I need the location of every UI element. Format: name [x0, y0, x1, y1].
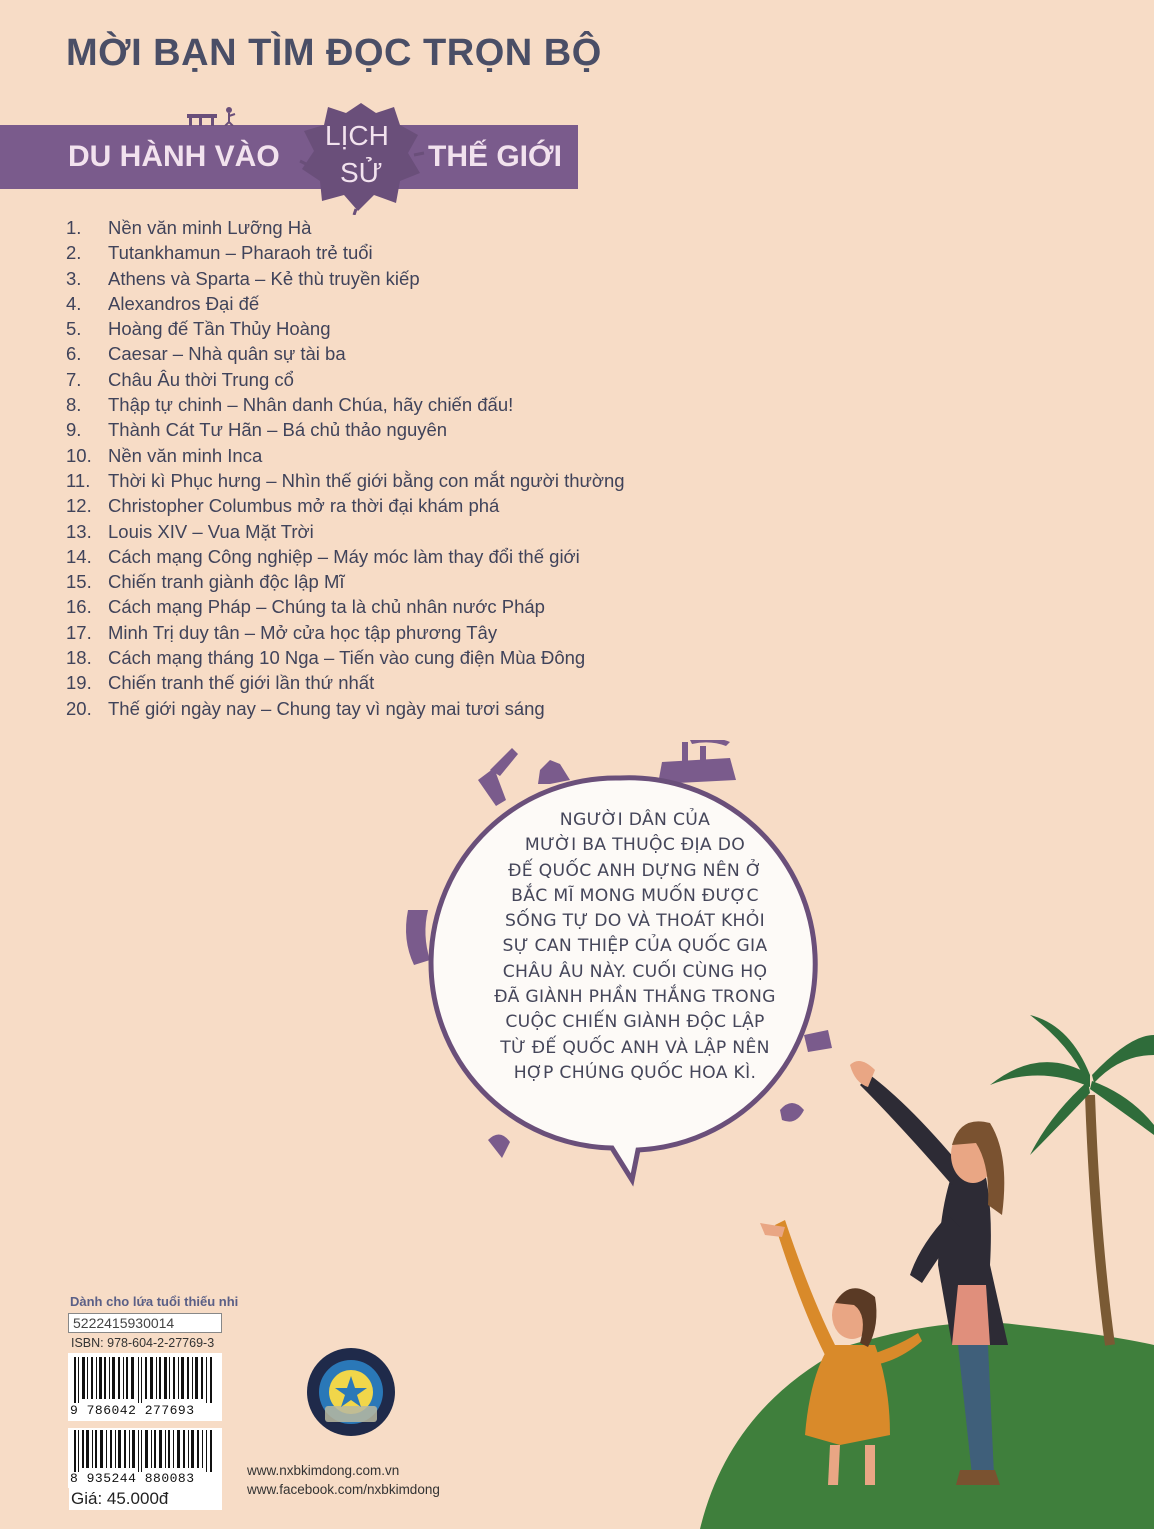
book-item: 6. Caesar – Nhà quân sự tài ba [66, 343, 346, 365]
monument-icon [185, 100, 245, 126]
banner-text-left: DU HÀNH VÀO [68, 140, 280, 173]
isbn-text: ISBN: 978-604-2-27769-3 [71, 1336, 215, 1350]
book-item: 19. Chiến tranh thế giới lần thứ nhất [66, 672, 375, 694]
book-item: 4. Alexandros Đại đế [66, 292, 260, 314]
product-barcode [68, 1428, 222, 1488]
book-item: 5. Hoàng đế Tần Thủy Hoàng [66, 318, 331, 340]
book-item: 9. Thành Cát Tư Hãn – Bá chủ thảo nguyên [66, 419, 448, 441]
book-item: 7. Châu Âu thời Trung cổ [66, 368, 294, 390]
book-list [66, 215, 625, 721]
book-item: 1. Nền văn minh Lưỡng Hà [66, 217, 312, 238]
book-item: 3. Athens và Sparta – Kẻ thù truyền kiếp [66, 267, 420, 289]
facebook-link[interactable]: www.facebook.com/nxbkimdong [247, 1482, 440, 1497]
isbn-barcode [68, 1353, 222, 1421]
book-item: 20. Thế giới ngày nay – Chung tay vì ngày mai tươi sáng [66, 697, 545, 719]
barcode-bars-icon [68, 1353, 222, 1405]
banner-text-right: THẾ GIỚI [428, 140, 562, 173]
book-item: 14. Cách mạng Công nghiệp – Máy móc làm thay đổi thế giới [66, 545, 580, 567]
barcode-digits: 8 935244 880083 [70, 1471, 195, 1486]
book-item: 10. Nền văn minh Inca [66, 444, 263, 466]
book-item: 12. Christopher Columbus mở ra thời đại khám phá [66, 495, 500, 517]
book-item: 2. Tutankhamun – Pharaoh trẻ tuổi [66, 242, 373, 264]
book-item: 17. Minh Trị duy tân – Mở cửa học tập phương Tây [66, 621, 498, 643]
mother-daughter-illustration [690, 1015, 1154, 1529]
emblem-text-top: LỊCH [325, 120, 389, 151]
book-item: 16. Cách mạng Pháp – Chúng ta là chủ nhân nước Pháp [66, 596, 545, 618]
book-item: 8. Thập tự chinh – Nhân danh Chúa, hãy chiến đấu! [66, 394, 514, 416]
book-item: 18. Cách mạng tháng 10 Nga – Tiến vào cung điện Mùa Đông [66, 647, 586, 669]
globe-emblem [296, 95, 426, 215]
book-item: 13. Louis XIV – Vua Mặt Trời [66, 520, 314, 542]
barcode-bars-icon [68, 1428, 222, 1472]
book-item: 15. Chiến tranh giành độc lập Mĩ [66, 571, 345, 593]
grass-hill [700, 1323, 1154, 1529]
barcode-digits: 9 786042 277693 [70, 1403, 195, 1418]
age-label: Dành cho lứa tuổi thiếu nhi [70, 1294, 239, 1309]
emblem-text-bottom: SỬ [340, 157, 383, 188]
product-code: 5222415930014 [68, 1313, 222, 1333]
series-heading: MỜI BẠN TÌM ĐỌC TRỌN BỘ [66, 32, 602, 74]
speech-bubble-text: NGƯỜI DÂN CỦA MƯỜI BA THUỘC ĐỊA DO ĐẾ QUỐC ANH DỰNG NÊN Ở BẮC MĨ MONG MUỐN ĐƯỢC SỐNG TỰ DO VÀ THOÁT KHỎI SỰ CAN THIỆP CỦA QUỐC GIA CHÂU ÂU NÀY. CUỐI CÙNG HỌ ĐÃ GIÀNH PHẦN THẮNG TRONG CUỘC CHIẾN GIÀNH ĐỘC LẬP TỪ ĐẾ QUỐC ANH VÀ LẬP NÊN HỢP CHÚNG QUỐC HOA KÌ. [494, 810, 776, 1083]
website-link[interactable]: www.nxbkimdong.com.vn [247, 1463, 400, 1478]
palm-tree-icon [990, 1015, 1154, 1155]
book-item: 11. Thời kì Phục hưng – Nhìn thế giới bằng con mắt người thường [66, 469, 625, 491]
publisher-logo-icon [305, 1346, 397, 1438]
price-label: Giá: 45.000đ [69, 1488, 222, 1510]
